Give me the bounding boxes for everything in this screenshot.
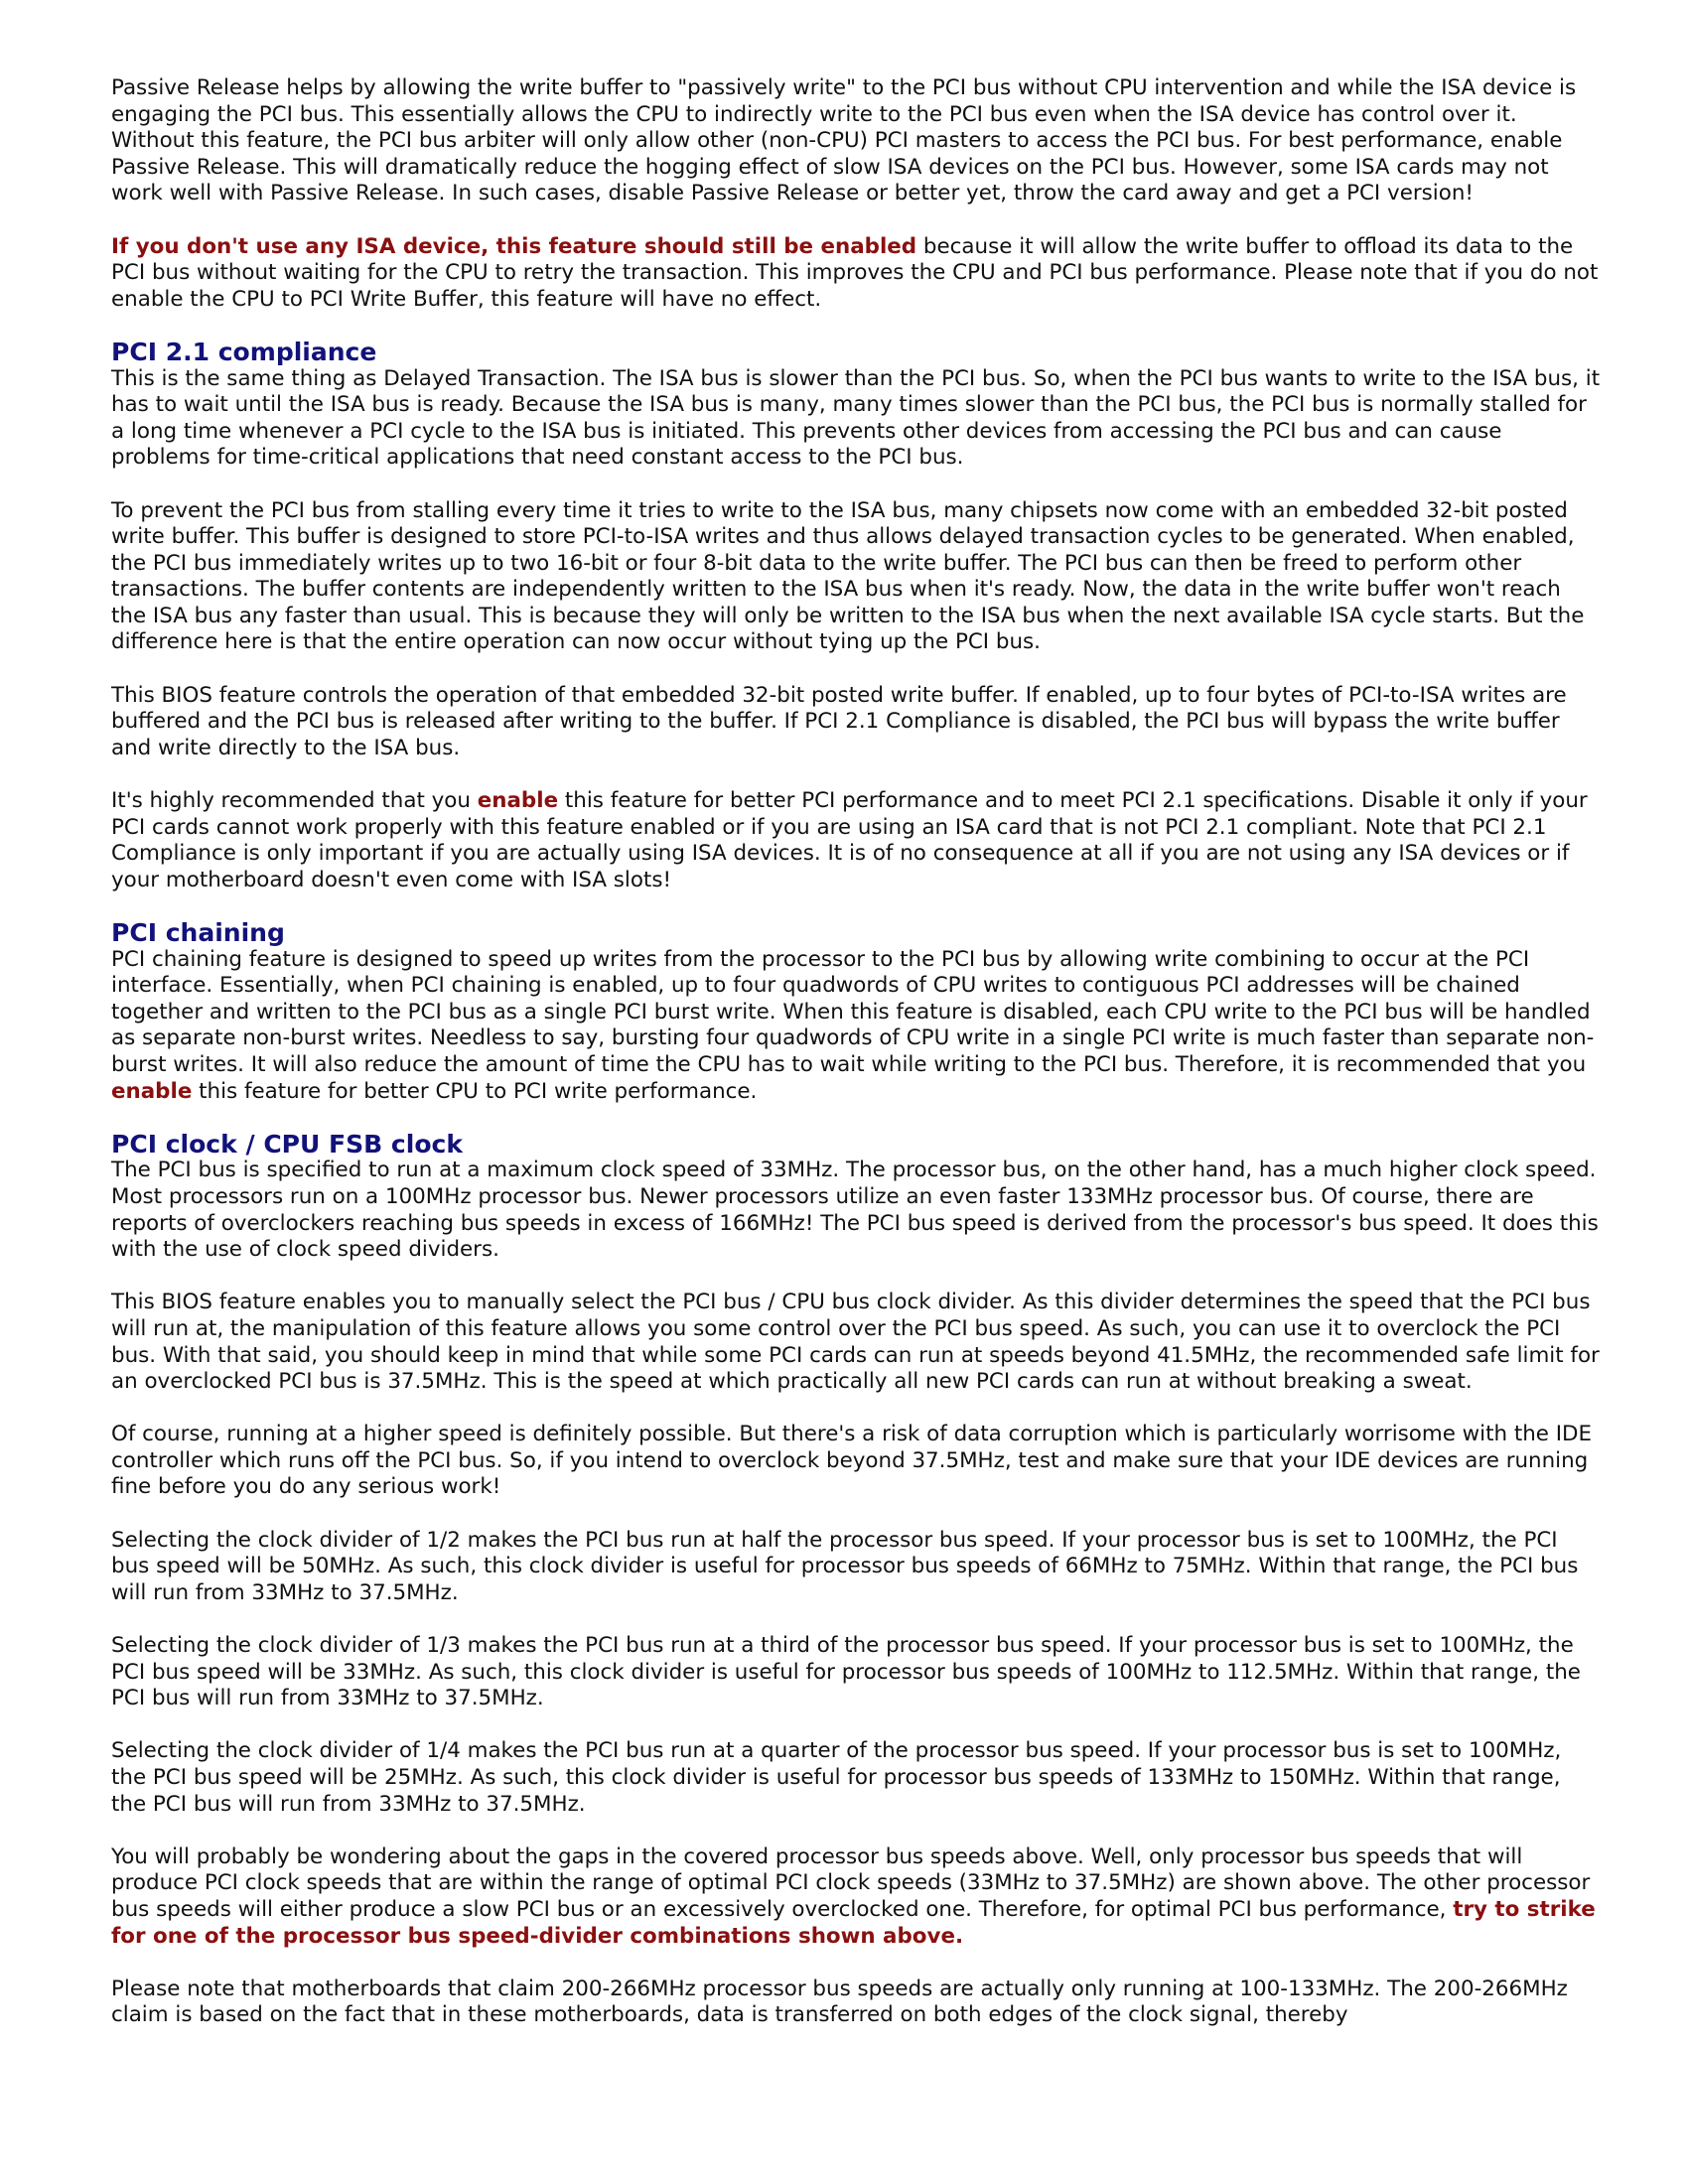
emphasis-text: enable (111, 1078, 193, 1104)
paragraph-bios-feature-control: This BIOS feature controls the operation of that embedded 32-bit posted write buffer. If enabled, up to four bytes of PCI-to-ISA writes are buffered and the PCI bus is released after writing to the buffer. If PCI 2.1 Compliance is disabled, the PCI bus will bypass the write buffer and write directly to the ISA bus. (111, 682, 1567, 760)
paragraph-divider-third: Selecting the clock divider of 1/3 makes the PCI bus run at a third of the processor bus speed. If your processor bus is set to 100MHz, the PCI bus speed will be 33MHz. As such, this clock divider is useful for processor bus speeds of 100MHz to 112.5MHz. Within that range, the PCI bus will run from 33MHz to 37.5MHz. (111, 1633, 1581, 1711)
paragraph-text: because it will allow the write buffer to offload its data to the PCI bus without waiting for the CPU to retry the transaction. This improves the CPU and PCI bus performance. Please note that if you do not enable the CPU to PCI Write Buffer, this feature will have no effect. (111, 233, 1599, 312)
paragraph-isa-recommendation (111, 234, 1601, 314)
paragraph-passive-release: Passive Release helps by allowing the write buffer to "passively write" to the PCI bus without CPU intervention and while the ISA device is engaging the PCI bus. This essentially allows the CPU to indirectly write to the PCI bus even when the ISA device has control over it. Without this feature, the PCI bus arbiter will only allow other (non-CPU) PCI masters to access the PCI bus. For best performance, enable Passive Release. This will dramatically reduce the hogging effect of slow ISA devices on the PCI bus. However, some ISA cards may not work well with Passive Release. In such cases, disable Passive Release or better yet, throw the card away and get a PCI version! (111, 75, 1577, 206)
paragraph-clock-divider: This BIOS feature enables you to manually select the PCI bus / CPU bus clock divider. As this divider determines the speed that the PCI bus will run at, the manipulation of this feature allows you some control over the PCI bus speed. As such, you can use it to overclock the PCI bus. With that said, you should keep in mind that while some PCI cards can run at speeds beyond 41.5MHz, the recommended safe limit for an overclocked PCI bus is 37.5MHz. This is the speed at which practically all new PCI cards can run at without breaking a sweat. (111, 1290, 1600, 1395)
paragraph-text: this feature for better CPU to PCI write performance. (192, 1078, 758, 1104)
emphasis-text: If you don't use any ISA device, this feature should still be enabled (111, 233, 917, 259)
paragraph-text: It's highly recommended that you (111, 788, 478, 814)
section-heading-pci-chaining: PCI chaining (111, 918, 285, 947)
paragraph-text: PCI chaining feature is designed to speed up writes from the processor to the PCI bus by allowing write combining to occur at the PCI interface. Essentially, when PCI chaining is enabled, up to four quadwords of CPU writes to contiguous PCI addresses will be chained together and written to the PCI bus as a single PCI burst write. When this feature is disabled, each CPU write to the PCI bus will be handled as separate non-burst writes. Needless to say, bursting four quadwords of CPU write in a single PCI write is much faster than separate non-burst writes. It will also reduce the amount of time the CPU has to wait while writing to the PCI bus. Therefore, it is recommended that you (111, 946, 1595, 1077)
paragraph-pci-2-1-recommendation (111, 788, 1601, 893)
paragraph-overclock-risk: Of course, running at a higher speed is definitely possible. But there's a risk of data corruption which is particularly worrisome with the IDE controller which runs off the PCI bus. So, if you intend to overclock beyond 37.5MHz, test and make sure that your IDE devices are running fine before you do any serious work! (111, 1422, 1593, 1500)
paragraph-speed-gaps (111, 1844, 1601, 1950)
paragraph-divider-quarter: Selecting the clock divider of 1/4 makes the PCI bus run at a quarter of the processor bus speed. If your processor bus is set to 100MHz, the PCI bus speed will be 25MHz. As such, this clock divider is useful for processor bus speeds of 133MHz to 150MHz. Within that range, the PCI bus will run from 33MHz to 37.5MHz. (111, 1738, 1562, 1817)
paragraph-double-pumped: Please note that motherboards that claim 200-266MHz processor bus speeds are actually only running at 100-133MHz. The 200-266MHz claim is based on the fact that in these motherboards, data is transferred on both edges of the clock signal, thereby (111, 1976, 1568, 2028)
section-heading-pci-2-1-compliance: PCI 2.1 compliance (111, 337, 377, 366)
section-heading-pci-clock: PCI clock / CPU FSB clock (111, 1129, 463, 1159)
paragraph-text: You will probably be wondering about the gaps in the covered processor bus speeds above. Well, only processor bus speeds that will produce PCI clock speeds that are within the range of optimal PCI clock speeds (33MHz to 37.5MHz) are shown above. The other processor bus speeds will either produce a slow PCI bus or an excessively overclocked one. Therefore, for optimal PCI bus performance, (111, 1843, 1591, 1922)
paragraph-text: this feature for better PCI performance and to meet PCI 2.1 specifications. Disable it only if your PCI cards cannot work properly with this feature enabled or if you are using an ISA card that is not PCI 2.1 compliant. Note that PCI 2.1 Compliance is only important if you are actually using ISA devices. It is of no consequence at all if you are not using any ISA devices or if your motherboard doesn't even come with ISA slots! (111, 788, 1588, 892)
paragraph-divider-half: Selecting the clock divider of 1/2 makes the PCI bus run at half the processor bus speed. If your processor bus is set to 100MHz, the PCI bus speed will be 50MHz. As such, this clock divider is useful for processor bus speeds of 66MHz to 75MHz. Within that range, the PCI bus will run from 33MHz to 37.5MHz. (111, 1527, 1579, 1605)
emphasis-text: try to strike for one of the processor bus speed-divider combinations shown above. (111, 1896, 1596, 1949)
paragraph-pci-bus-speed: The PCI bus is specified to run at a maximum clock speed of 33MHz. The processor bus, on the other hand, has a much higher clock speed. Most processors run on a 100MHz processor bus. Newer processors utilize an even faster 133MHz processor bus. Of course, there are reports of overclockers reaching bus speeds in excess of 166MHz! The PCI bus speed is derived from the processor's bus speed. It does this with the use of clock speed dividers. (111, 1158, 1599, 1263)
paragraph-delayed-transaction: This is the same thing as Delayed Transaction. The ISA bus is slower than the PCI bus. So, when the PCI bus wants to write to the ISA bus, it has to wait until the ISA bus is ready. Because the ISA bus is many, many times slower than the PCI bus, the PCI bus is normally stalled for a long time whenever a PCI cycle to the ISA bus is initiated. This prevents other devices from accessing the PCI bus and can cause problems for time-critical applications that need constant access to the PCI bus. (111, 365, 1601, 471)
emphasis-text: enable (477, 788, 559, 814)
paragraph-pci-chaining (111, 947, 1601, 1106)
paragraph-posted-write-buffer: To prevent the PCI bus from stalling every time it tries to write to the ISA bus, many chipsets now come with an embedded 32-bit posted write buffer. This buffer is designed to store PCI-to-ISA writes and thus allows delayed transaction cycles to be generated. When enabled, the PCI bus immediately writes up to two 16-bit or four 8-bit data to the write buffer. The PCI bus can then be freed to perform other transactions. The buffer contents are independently written to the ISA bus when it's ready. Now, the data in the write buffer won't reach the ISA bus any faster than usual. This is because they will only be written to the ISA bus when the next available ISA cycle starts. But the difference here is that the entire operation can now occur without tying up the PCI bus. (111, 497, 1585, 655)
